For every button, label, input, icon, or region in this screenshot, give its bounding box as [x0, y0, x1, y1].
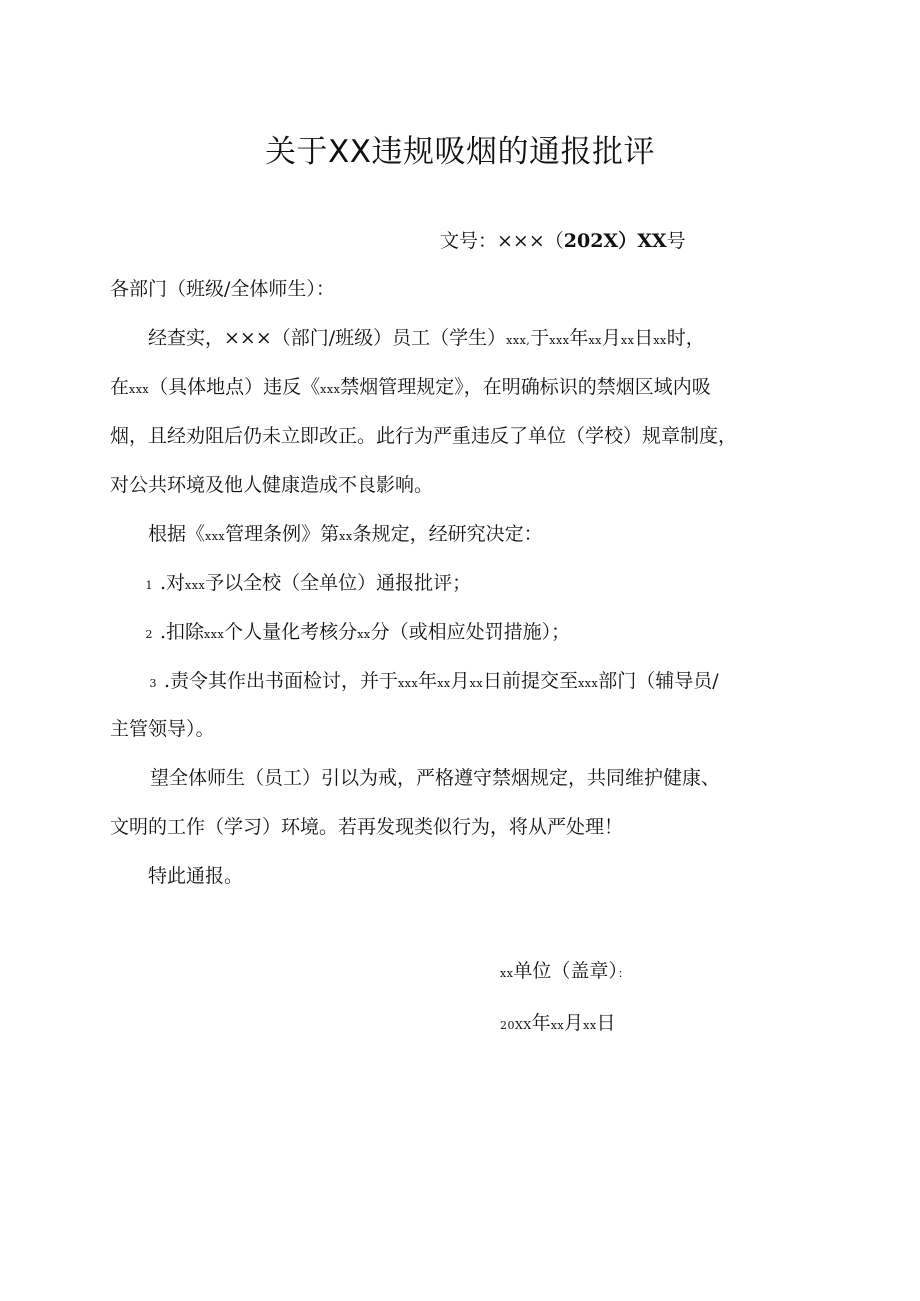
signature-unit [500, 956, 629, 989]
item-text: 予以全校（全单位）通报批评； [205, 572, 472, 594]
placeholder-hour: xx [653, 334, 667, 347]
item-text: 分（或相应处罚措施）； [370, 621, 571, 643]
placeholder-month: xx [588, 334, 602, 347]
para3-line1: 望全体师生（员工）引以为戒，严格遵守禁烟规定，共同维护健康、 [150, 767, 721, 789]
para1-text: 年 [569, 327, 589, 349]
doc-number-prefix: 文号：×××（ [440, 230, 564, 252]
decision-item-3-line2: 主管领导）。 [110, 718, 215, 740]
doc-number-mid: ） [618, 230, 638, 252]
placeholder-article: xx [339, 530, 353, 543]
placeholder-month: xx [437, 677, 451, 690]
item-text: .对 [160, 572, 186, 594]
doc-number-seq: XX [637, 230, 667, 252]
para1-line3: 烟，且经劝阻后仍未立即改正。此行为严重违反了单位（学校）规章制度， [110, 425, 738, 447]
item-number: 1 [145, 579, 153, 592]
placeholder-regulation: xxx [320, 383, 341, 396]
item-text: 月 [450, 670, 470, 692]
closing-text: 特此通报。 [148, 865, 244, 887]
para2-text: 根据《 [148, 523, 206, 545]
para3-line2: 文明的工作（学习）环境。若再发现类似行为，将从严处理！ [110, 816, 624, 838]
placeholder-unit: xx [500, 967, 514, 980]
placeholder-location: xxx [129, 383, 150, 396]
item-text: 个人量化考核分 [224, 621, 358, 643]
placeholder-day: xx [583, 1019, 597, 1032]
placeholder-name: xxx [204, 628, 225, 641]
placeholder-month: xx [550, 1019, 565, 1032]
document-number [440, 226, 686, 253]
placeholder-year: 20XX [500, 1019, 532, 1032]
placeholder-name: xxx [185, 579, 206, 592]
para1-text: （具体地点）违反《 [149, 376, 321, 398]
para1-text: 经查实，×××（部门/班级）员工（学生） [148, 327, 507, 349]
decision-item-3 [142, 666, 719, 699]
placeholder-year: xxx [549, 334, 570, 347]
para2 [148, 519, 543, 552]
para2-text: 条规定，经研究决定： [352, 523, 543, 545]
decision-item-2 [138, 617, 570, 650]
placeholder-regulation: xxx [205, 530, 226, 543]
placeholder-year: xxx [398, 677, 419, 690]
placeholder-day: xx [469, 677, 484, 690]
para2-text: 管理条例》第 [225, 523, 340, 545]
item-number: 2 [145, 628, 153, 641]
date-text: 年 [531, 1012, 551, 1034]
para1-text: 月 [601, 327, 621, 349]
addressee: 各部门（班级/全体师生）： [110, 278, 335, 300]
para1-text: 日 [634, 327, 654, 349]
para1-text: 于 [530, 327, 550, 349]
date-text: 月 [564, 1012, 584, 1034]
doc-number-suffix: 号 [666, 230, 686, 252]
decision-item-1 [138, 568, 471, 601]
document-title: 关于XX违规吸烟的通报批评 [265, 134, 655, 170]
para1-text: 时， [666, 327, 705, 349]
signature-text: 单位（盖章） [513, 960, 618, 982]
placeholder-day: xx [620, 334, 635, 347]
item-text: 日前提交至 [483, 670, 579, 692]
para1-line2 [110, 372, 711, 405]
date-text: 日 [596, 1012, 616, 1034]
placeholder-points: xx [357, 628, 371, 641]
placeholder-department: xxx [578, 677, 599, 690]
para1-text: 在 [110, 376, 130, 398]
para1-line4: 对公共环境及他人健康造成不良影响。 [110, 474, 434, 496]
signature-text: ： [617, 967, 630, 980]
doc-number-year: 202X [563, 230, 619, 252]
para1-text: 禁烟管理规定》，在明确标识的禁烟区域内吸 [340, 376, 711, 398]
para1-line1 [148, 323, 705, 356]
item-text: .扣除 [160, 621, 205, 643]
item-text: 部门（辅导员/ [598, 670, 719, 692]
placeholder-name: xxx, [506, 334, 531, 347]
item-text: .责令其作出书面检讨，并于 [164, 670, 399, 692]
item-text: 年 [418, 670, 438, 692]
item-number: 3 [149, 677, 157, 690]
signature-date [500, 1008, 616, 1041]
